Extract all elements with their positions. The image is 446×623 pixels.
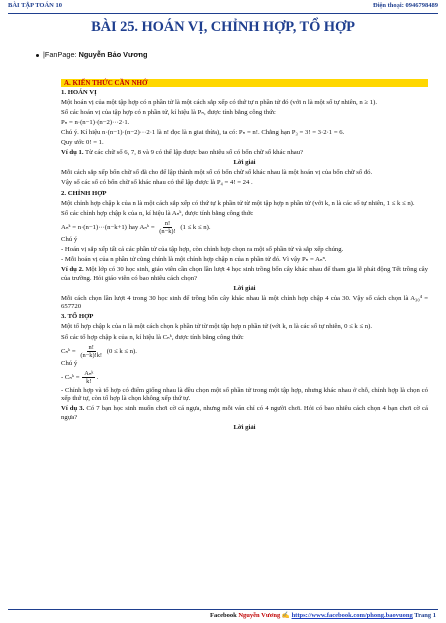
formula: Pₙ = n·(n−1)·(n−2)···2·1. xyxy=(61,119,130,127)
header-divider xyxy=(8,13,438,14)
example-label: Ví dụ 1. xyxy=(61,149,84,157)
note-label: Chú ý xyxy=(61,360,78,368)
footer-facebook-label: Facebook xyxy=(209,612,239,619)
paragraph: Một tổ hợp chập k của n là một cách chọn k phần tử từ một tập hợp n phần tử (với k, n là các số tự nhiên, 0 ≤ k ≤ n). xyxy=(61,323,373,331)
paragraph: Quy ước 0! = 1. xyxy=(61,139,104,147)
solution-label: Lời giải xyxy=(233,159,256,167)
fanpage-prefix: |FanPage: xyxy=(43,50,79,59)
formula-right: (1 ≤ k ≤ n). xyxy=(178,223,211,231)
paragraph: Vậy số các số có bốn chữ số khác nhau có thể lập được là P₄ = 4! = 24 . xyxy=(61,179,253,187)
paragraph: Số các tổ hợp chập k của n, kí hiệu là Cₙᵏ, được tính bằng công thức xyxy=(61,333,244,341)
section-heading: A. KIẾN THỨC CẦN NHỚ xyxy=(61,79,428,87)
paragraph: Mỗi cách sắp xếp bốn chữ số đã cho để lập thành một số có bốn chữ số khác nhau là một hoán vị của bốn chữ số đó. xyxy=(61,169,373,177)
example-text: Có 7 bạn học sinh muốn chơi cờ cá ngựa, nhưng mỗi ván chỉ có 4 người chơi. Hỏi có bao nhiêu cách chọn 4 bạn chơi cờ cá ngựa? xyxy=(61,405,428,421)
paragraph: - Chỉnh hợp và tổ hợp có điểm giống nhau là đều chọn một số phần tử trong một tập hợp, nhưng khác nhau ở chỗ, chỉnh hợp là chọn có xếp thứ tự, còn tổ hợp là chọn không xếp thứ tự. xyxy=(61,386,428,403)
heading-combination: 3. TỔ HỢP xyxy=(61,313,94,321)
page-number: Trang 1 xyxy=(412,612,436,619)
bullet-icon xyxy=(36,54,39,57)
fanpage-name[interactable]: Nguyễn Bảo Vương xyxy=(78,50,148,59)
solution-label: Lời giải xyxy=(233,423,256,431)
paragraph: Số các hoán vị của tập hợp có n phần tử, kí hiệu là Pₙ, được tính bằng công thức xyxy=(61,109,276,117)
formula xyxy=(61,344,428,359)
heading-arrangement: 2. CHỈNH HỢP xyxy=(61,189,107,197)
formula-left: Aₙᵏ = n·(n−1)···(n−k+1) hay Aₙᵏ = xyxy=(61,223,157,231)
facebook-link[interactable]: https://www.facebook.com/phong.baovuong xyxy=(291,612,413,619)
fraction xyxy=(78,344,104,359)
formula-right: . xyxy=(96,374,99,382)
example xyxy=(61,405,428,422)
pen-icon: ✍ xyxy=(280,612,292,619)
example xyxy=(61,149,428,157)
paragraph: - Hoán vị sắp xếp tất cả các phần tử của tập hợp, còn chỉnh hợp chọn ra một số phần tử và sắp xếp chúng. xyxy=(61,246,344,254)
paragraph: Một hoán vị của một tập hợp có n phần tử là một cách sắp xếp có thứ tự n phần tử đó (với n là một số tự nhiên, n ≥ 1). xyxy=(61,99,378,107)
header-phone: Điện thoại: 0946798489 xyxy=(373,2,438,9)
footer-author: Nguyễn Vương xyxy=(238,612,281,619)
fraction-denominator: (n−k)! xyxy=(159,227,176,235)
example-text: Một lớp có 30 học sinh, giáo viên cần chọn lần lượt 4 học sinh trồng bốn cây khác nhau để tham gia lễ phát động Tết trồng cây của trường. Hỏi giáo viên có bao nhiêu cách chọn? xyxy=(61,266,428,282)
page-header xyxy=(8,2,438,13)
solution-label: Lời giải xyxy=(233,284,256,292)
example xyxy=(61,266,428,283)
fanpage-line xyxy=(36,50,147,59)
fraction-numerator: n! xyxy=(164,219,171,227)
paragraph: Mỗi cách chọn lần lượt 4 trong 30 học sinh để trồng bốn cây khác nhau là một chỉnh hợp chập 4 của 30. Vậy số cách chọn là A₃₀⁴ = 657720 xyxy=(61,294,428,311)
fraction-numerator: Aₙᵏ xyxy=(84,370,94,378)
fraction xyxy=(157,220,177,235)
paragraph: Số các chỉnh hợp chập k của n, kí hiệu là Aₙᵏ, được tính bằng công thức xyxy=(61,209,254,217)
fraction-denominator: (n−k)!k! xyxy=(80,351,103,359)
header-title: BÀI TẬP TOÁN 10 xyxy=(8,2,63,9)
formula xyxy=(61,370,428,385)
formula xyxy=(61,220,428,235)
formula-left: - Cₙᵏ = xyxy=(61,374,82,382)
heading-permutation: 1. HOÁN VỊ xyxy=(61,89,97,97)
example-label: Ví dụ 2. xyxy=(61,266,84,274)
fraction xyxy=(82,370,95,385)
page-title: BÀI 25. HOÁN VỊ, CHỈNH HỢP, TỔ HỢP xyxy=(91,19,355,35)
paragraph: Chú ý. Kí hiệu n·(n−1)·(n−2)···2·1 là n! đọc là n giai thừa), ta có: Pₙ = n!. Chẳng hạn P₃ = 3! = 3·2·1 = 6. xyxy=(61,129,345,137)
note-label: Chú ý xyxy=(61,236,78,244)
paragraph: Một chỉnh hợp chập k của n là một cách sắp xếp có thứ tự k phần tử từ một tập hợp n phần tử (với k, n là các số tự nhiên, 1 ≤ k ≤ n). xyxy=(61,199,415,207)
formula-right: (0 ≤ k ≤ n). xyxy=(105,347,137,355)
example-label: Ví dụ 3. xyxy=(61,405,85,413)
footer-divider xyxy=(8,609,438,610)
document-body xyxy=(61,79,428,434)
page-footer xyxy=(0,611,436,619)
paragraph: - Mỗi hoán vị của n phần tử cũng chính là một chỉnh hợp chập n của n phần tử đó. Vì vậy Pₙ = Aₙⁿ. xyxy=(61,256,327,264)
example-text: Từ các chữ số 6, 7, 8 và 9 có thể lập được bao nhiêu số có bốn chữ số khác nhau? xyxy=(83,149,304,157)
fraction-numerator: n! xyxy=(88,343,94,351)
formula-left: Cₙᵏ = xyxy=(61,347,78,355)
fraction-denominator: k! xyxy=(86,378,92,386)
